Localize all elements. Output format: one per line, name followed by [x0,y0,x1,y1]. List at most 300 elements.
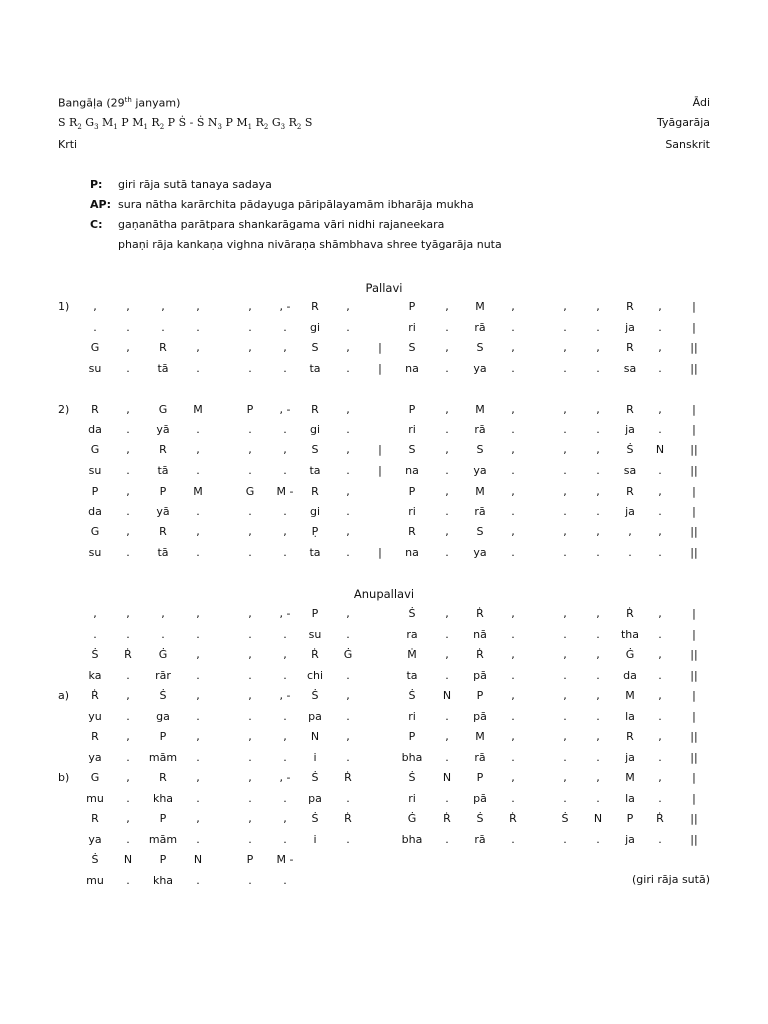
notation-token: . [563,751,567,764]
notation-token: . [346,833,350,846]
notation-token: Ṡ [626,443,634,456]
notation-token: P [159,812,167,825]
notation-token: . [596,710,600,723]
notation-token: Ṡ [408,771,416,784]
notation-token: Ṡ [311,812,319,825]
notation-token: . [126,751,130,764]
bar-line: || [690,362,698,375]
notation-token: R [159,443,167,456]
bar-line: | [692,321,696,334]
notation-token: . [596,669,600,682]
notation-token: . [126,669,130,682]
notation-token: Ġ [343,648,353,661]
notation-token: . [658,833,662,846]
lyrics-block [90,178,502,258]
notation-token: , [196,300,200,313]
notation-token: . [596,628,600,641]
notation-token: M [625,771,635,784]
notation-token: . [283,423,287,436]
notation-token: . [248,464,252,477]
notation-token: , [596,771,600,784]
notation-token: , [628,525,632,538]
notation-token: , [248,689,252,702]
notation-token: , [658,771,662,784]
notation-token: . [346,321,350,334]
notation-token: yu [88,710,102,723]
bar-line: || [690,546,698,559]
raga-label: Bangāḷa (29 [58,96,125,110]
notation-token: . [658,362,662,375]
notation-token: , [283,443,287,456]
notation-token: . [563,464,567,477]
notation-token: , [445,607,449,620]
notation-token: M [625,689,635,702]
notation-token: . [248,710,252,723]
notation-token: P [408,730,416,743]
notation-token: . [511,321,515,334]
bar-line: | [692,300,696,313]
notation-token: su [308,628,322,641]
notation-token: . [445,751,449,764]
notation-token: Ṙ [476,607,484,620]
notation-token: , [126,300,130,313]
notation-token: , [445,300,449,313]
notation-token: . [283,751,287,764]
notation-token: . [283,669,287,682]
notation-token: mu [86,874,104,887]
notation-token: ja [625,423,635,436]
row-number: 1) [58,300,70,313]
bar-line: || [690,669,698,682]
notation-token: , [283,812,287,825]
notation-token: , - [279,300,291,313]
notation-token: . [563,505,567,518]
notation-token: , [511,771,515,784]
notation-token: , [563,648,567,661]
notation-token: . [248,833,252,846]
bar-line: | [692,403,696,416]
notation-token: . [126,792,130,805]
notation-token: . [346,505,350,518]
notation-token: , - [279,689,291,702]
notation-token: , [596,730,600,743]
notation-token: . [126,321,130,334]
notation-token: . [248,546,252,559]
notation-token: . [196,464,200,477]
notation-token: R [626,485,634,498]
notation-token: M [193,403,203,416]
notation-token: , [248,730,252,743]
notation-token: . [658,423,662,436]
row-number: b) [58,771,70,784]
notation-token: mām [148,833,178,846]
notation-token: na [405,464,419,477]
notation-token: ta [309,464,321,477]
notation-token: . [283,628,287,641]
bar-line: | [378,341,382,354]
notation-token: . [283,546,287,559]
tala-name: Ādi [692,96,710,109]
notation-token: pā [473,792,487,805]
notation-token: . [658,505,662,518]
notation-token: P [408,485,416,498]
notation-token: . [658,669,662,682]
notation-token: . [596,751,600,764]
bar-line: || [690,443,698,456]
notation-token: . [445,321,449,334]
notation-token: , [596,300,600,313]
notation-token: . [196,321,200,334]
notation-token: Ṡ [408,689,416,702]
notation-token: Ṙ [656,812,664,825]
notation-token: . [596,546,600,559]
notation-token: . [596,464,600,477]
notation-token: na [405,362,419,375]
notation-token: . [445,792,449,805]
notation-token: . [346,423,350,436]
notation-token: , [658,403,662,416]
bar-line: | [692,423,696,436]
notation-token: Ṡ [476,812,484,825]
notation-token: R [311,403,319,416]
notation-token: gi [309,321,321,334]
notation-token: , [196,648,200,661]
closing-reference: (giri rāja sutā) [631,873,710,886]
notation-token: Ṡ [91,648,99,661]
notation-token: rā [474,833,486,846]
notation-token: Ṙ [443,812,451,825]
notation-token: , [196,689,200,702]
notation-token: i [313,833,317,846]
notation-token: . [563,628,567,641]
notation-token: N [123,853,133,866]
notation-token: . [511,464,515,477]
notation-token: . [346,669,350,682]
notation-token: , [126,403,130,416]
notation-token: Ṙ [91,689,99,702]
notation-token: , [563,771,567,784]
notation-token: na [405,546,419,559]
notation-token: G [245,485,255,498]
section-title-pallavi: Pallavi [365,281,403,295]
notation-token: Ṡ [408,607,416,620]
notation-token: , [126,730,130,743]
notation-token: R [91,730,99,743]
notation-token: . [196,710,200,723]
notation-token: N [655,443,665,456]
notation-token: N [310,730,320,743]
notation-token: , [445,341,449,354]
notation-token: . [248,792,252,805]
notation-token: , [596,525,600,538]
notation-token: , [445,730,449,743]
notation-token: bha [401,833,423,846]
notation-token: , [283,648,287,661]
notation-token: , [196,771,200,784]
notation-token: gi [309,423,321,436]
notation-token: P [246,853,254,866]
notation-token: , [283,341,287,354]
notation-token: ja [625,751,635,764]
notation-token: , [658,341,662,354]
notation-token: M [475,403,485,416]
notation-token: , [196,443,200,456]
notation-token: , [658,648,662,661]
notation-token: N [442,689,452,702]
notation-token: Ṙ [476,648,484,661]
notation-token: ja [625,505,635,518]
notation-token: pā [473,710,487,723]
lyric-text: sura nātha karārchita pādayuga pāripālayamām ibharāja mukha [118,198,474,211]
notation-token: ta [309,362,321,375]
notation-token: . [126,628,130,641]
composer-name: Tyāgarāja [656,116,710,129]
notation-token: . [563,423,567,436]
notation-token: R [626,300,634,313]
notation-token: , [596,341,600,354]
notation-token: M [475,730,485,743]
raga-superscript: th [124,96,132,104]
notation-token: . [346,710,350,723]
raga-name [58,96,180,110]
notation-token: . [196,505,200,518]
notation-token: . [248,362,252,375]
notation-token: . [511,669,515,682]
notation-token: , [283,525,287,538]
notation-token: , [248,300,252,313]
notation-token: Ṡ [159,689,167,702]
notation-token: . [445,362,449,375]
notation-token: , [511,525,515,538]
bar-line: || [690,648,698,661]
notation-token: rā [474,423,486,436]
notation-token: P̣ [311,525,319,538]
notation-token: M [475,485,485,498]
notation-token: kha [152,874,174,887]
notation-token: , [346,689,350,702]
notation-token: ri [408,321,416,334]
notation-token: su [88,546,102,559]
notation-token: ga [156,710,170,723]
notation-token: . [161,321,165,334]
notation-token: Ṙ [509,812,517,825]
notation-token: , [596,648,600,661]
notation-token: , [563,485,567,498]
notation-token: . [126,464,130,477]
bar-line: | [692,792,696,805]
notation-token: ri [408,505,416,518]
notation-token: da [623,669,637,682]
notation-token: , [196,812,200,825]
notation-token: R [626,403,634,416]
notation-token: , [658,485,662,498]
notation-token: , [658,525,662,538]
bar-line: | [692,505,696,518]
notation-token: , [161,607,165,620]
notation-token: . [511,833,515,846]
notation-token: , [126,341,130,354]
notation-token: . [248,321,252,334]
notation-token: pa [308,792,322,805]
notation-token: tha [620,628,640,641]
notation-token: , [93,300,97,313]
notation-token: . [445,710,449,723]
notation-token: sa [623,464,637,477]
notation-token: , [196,730,200,743]
notation-token: , [563,341,567,354]
notation-token: yā [156,505,170,518]
notation-token: . [563,710,567,723]
bar-line: | [378,443,382,456]
notation-token: M [193,485,203,498]
notation-token: , [126,443,130,456]
notation-token: . [283,833,287,846]
notation-token: , [563,607,567,620]
lyric-line-anupallavi [90,198,502,218]
notation-token: . [93,321,97,334]
notation-token: . [248,423,252,436]
notation-token: Ṙ [344,771,352,784]
notation-token: ri [408,423,416,436]
notation-token: G [90,341,100,354]
notation-token: , [511,403,515,416]
notation-token: . [563,792,567,805]
notation-token: , [563,443,567,456]
notation-token: P [91,485,99,498]
notation-token: , [596,443,600,456]
notation-token: . [658,751,662,764]
notation-token: . [283,710,287,723]
notation-token: . [563,833,567,846]
notation-token: . [161,628,165,641]
notation-token: N [193,853,203,866]
composition-form: Krti [58,138,78,151]
lyric-label: AP: [90,198,111,211]
notation-token: G [158,403,168,416]
bar-line: | [692,771,696,784]
notation-token: . [563,362,567,375]
notation-token: , [596,689,600,702]
notation-token: ka [88,669,102,682]
notation-token: P [159,485,167,498]
lyric-line-pallavi [90,178,502,198]
notation-token: gi [309,505,321,518]
notation-token: , [126,485,130,498]
notation-token: Ṡ [311,689,319,702]
notation-token: . [658,710,662,723]
notation-token: S [311,443,319,456]
notation-token: . [445,833,449,846]
notation-token: , [511,300,515,313]
bar-line: || [690,341,698,354]
notation-token: , [658,730,662,743]
notation-token: su [88,464,102,477]
notation-token: ta [406,669,418,682]
notation-token: , [445,648,449,661]
bar-line: || [690,730,698,743]
notation-token: . [196,628,200,641]
notation-token: nā [473,628,487,641]
notation-token: , [248,525,252,538]
notation-token: , - [279,771,291,784]
notation-token: , [563,525,567,538]
notation-token: , [126,689,130,702]
notation-token: R [626,730,634,743]
notation-token: . [511,362,515,375]
bar-line: | [378,546,382,559]
notation-token: . [658,546,662,559]
lyric-label: P: [90,178,103,191]
arohana-avarohana: S $R_2$ $G_3$ $M_1$ P $M_1$ $R_2$ P Ṡ - Ṡ $N_3$ P $M_1$ $R_2$ $G_3$ $R_2$ S [58,116,313,132]
notation-token: chi [306,669,324,682]
notation-token: , [445,525,449,538]
notation-token: S [408,443,416,456]
notation-token: R [311,300,319,313]
notation-token: . [196,833,200,846]
notation-token: R [159,341,167,354]
notation-token: . [596,321,600,334]
notation-token: , [511,689,515,702]
notation-token: rār [155,669,171,682]
notation-token: bha [401,751,423,764]
lyric-text: phaṇi rāja kankaṇa vighna nivāraṇa shāmbhava shree tyāgarāja nuta [118,238,502,251]
notation-token: , [346,730,350,743]
notation-token: . [346,628,350,641]
notation-token: ri [408,710,416,723]
notation-token: . [658,792,662,805]
notation-token: , [196,607,200,620]
notation-token: . [283,874,287,887]
notation-token: . [283,321,287,334]
notation-token: P [246,403,254,416]
notation-token: S [476,341,484,354]
notation-token: , [563,689,567,702]
notation-token: . [628,546,632,559]
notation-token: . [126,423,130,436]
notation-token: P [476,689,484,702]
notation-token: . [196,669,200,682]
notation-token: Ġ [407,812,417,825]
notation-token: , [248,341,252,354]
notation-token: R [159,525,167,538]
notation-token: , [346,607,350,620]
notation-token: , [511,443,515,456]
notation-token: , [248,648,252,661]
bar-line: | [692,485,696,498]
bar-line: || [690,812,698,825]
notation-token: P [408,403,416,416]
bar-line: | [692,607,696,620]
notation-token: , [346,341,350,354]
notation-token: , [563,300,567,313]
notation-token: . [596,792,600,805]
notation-token: Ṙ [626,607,634,620]
notation-token: . [511,751,515,764]
notation-token: , [248,812,252,825]
notation-token: kha [152,792,174,805]
notation-token: P [159,853,167,866]
notation-token: . [445,669,449,682]
row-number: 2) [58,403,70,416]
notation-token: , [346,485,350,498]
lyric-line-charanam-2 [90,238,502,258]
notation-token: . [248,669,252,682]
row-number: a) [58,689,70,702]
notation-token: sa [623,362,637,375]
notation-token: . [511,792,515,805]
notation-token: N [442,771,452,784]
notation-token: , [563,403,567,416]
